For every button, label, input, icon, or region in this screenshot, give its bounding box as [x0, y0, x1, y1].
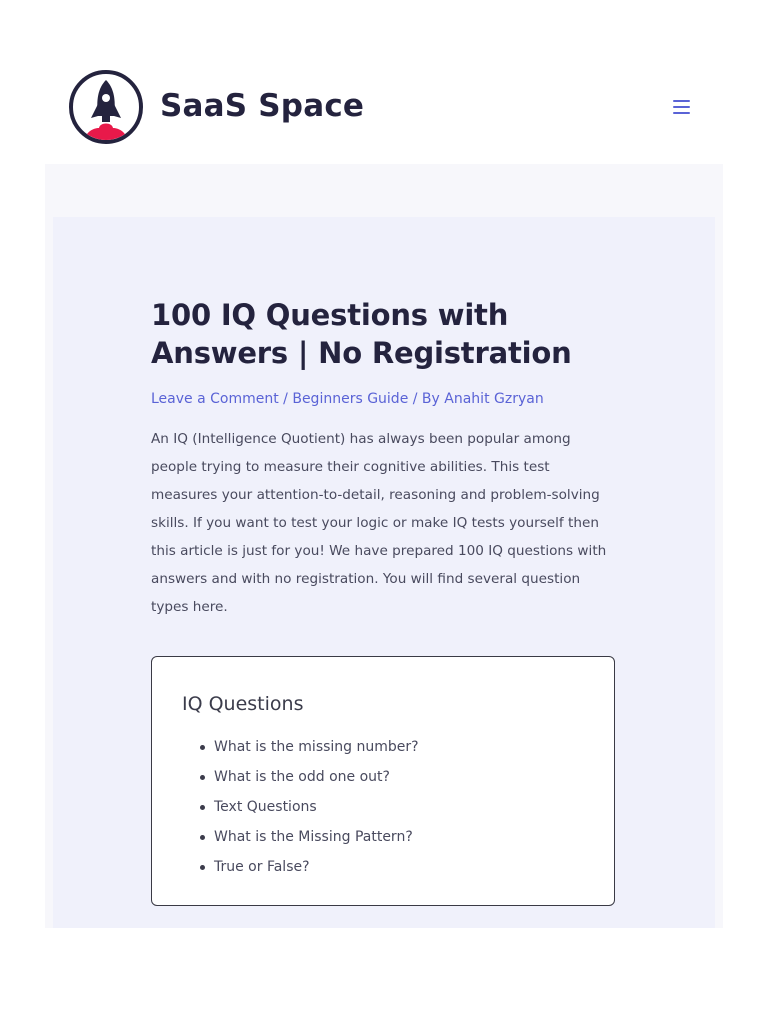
- toc-item: [214, 793, 419, 823]
- bullet-icon: [200, 865, 205, 870]
- article-title: 100 IQ Questions with Answers | No Registration: [151, 298, 572, 370]
- toc-title: IQ Questions: [182, 693, 304, 715]
- toc-link-text-questions[interactable]: Text Questions: [214, 799, 317, 815]
- table-of-contents: [151, 656, 615, 906]
- bullet-icon: [200, 805, 205, 810]
- toc-item: [214, 823, 419, 853]
- toc-link-missing-pattern[interactable]: What is the Missing Pattern?: [214, 829, 413, 845]
- toc-list: [214, 733, 419, 883]
- bullet-icon: [200, 835, 205, 840]
- site-title[interactable]: SaaS Space: [160, 88, 365, 124]
- author-link[interactable]: Anahit Gzryan: [444, 391, 544, 407]
- toc-item: [214, 733, 419, 763]
- toc-link-missing-number[interactable]: What is the missing number?: [214, 739, 419, 755]
- site-header: [45, 40, 723, 165]
- hamburger-menu-icon[interactable]: [672, 98, 692, 116]
- article-intro: An IQ (Intelligence Quotient) has always been popular among people trying to measure their cognitive abilities. This test measures your attention-to-detail, reasoning and problem-solving skills. If you want to test your logic or make IQ tests yourself then this article is just for you! We have prepared 100 IQ questions with answers and with no registration. You will find several question types here.: [151, 431, 607, 615]
- meta-by-label: / By: [408, 391, 445, 407]
- toc-item: [214, 763, 419, 793]
- article-meta: [151, 389, 544, 409]
- category-link[interactable]: Beginners Guide: [292, 391, 409, 407]
- bullet-icon: [200, 745, 205, 750]
- meta-separator: /: [278, 391, 293, 407]
- rocket-logo-icon[interactable]: [69, 70, 143, 144]
- bullet-icon: [200, 775, 205, 780]
- toc-link-true-or-false[interactable]: True or False?: [214, 859, 310, 875]
- toc-link-odd-one-out[interactable]: What is the odd one out?: [214, 769, 390, 785]
- leave-comment-link[interactable]: Leave a Comment: [151, 391, 279, 407]
- toc-item: [214, 853, 419, 883]
